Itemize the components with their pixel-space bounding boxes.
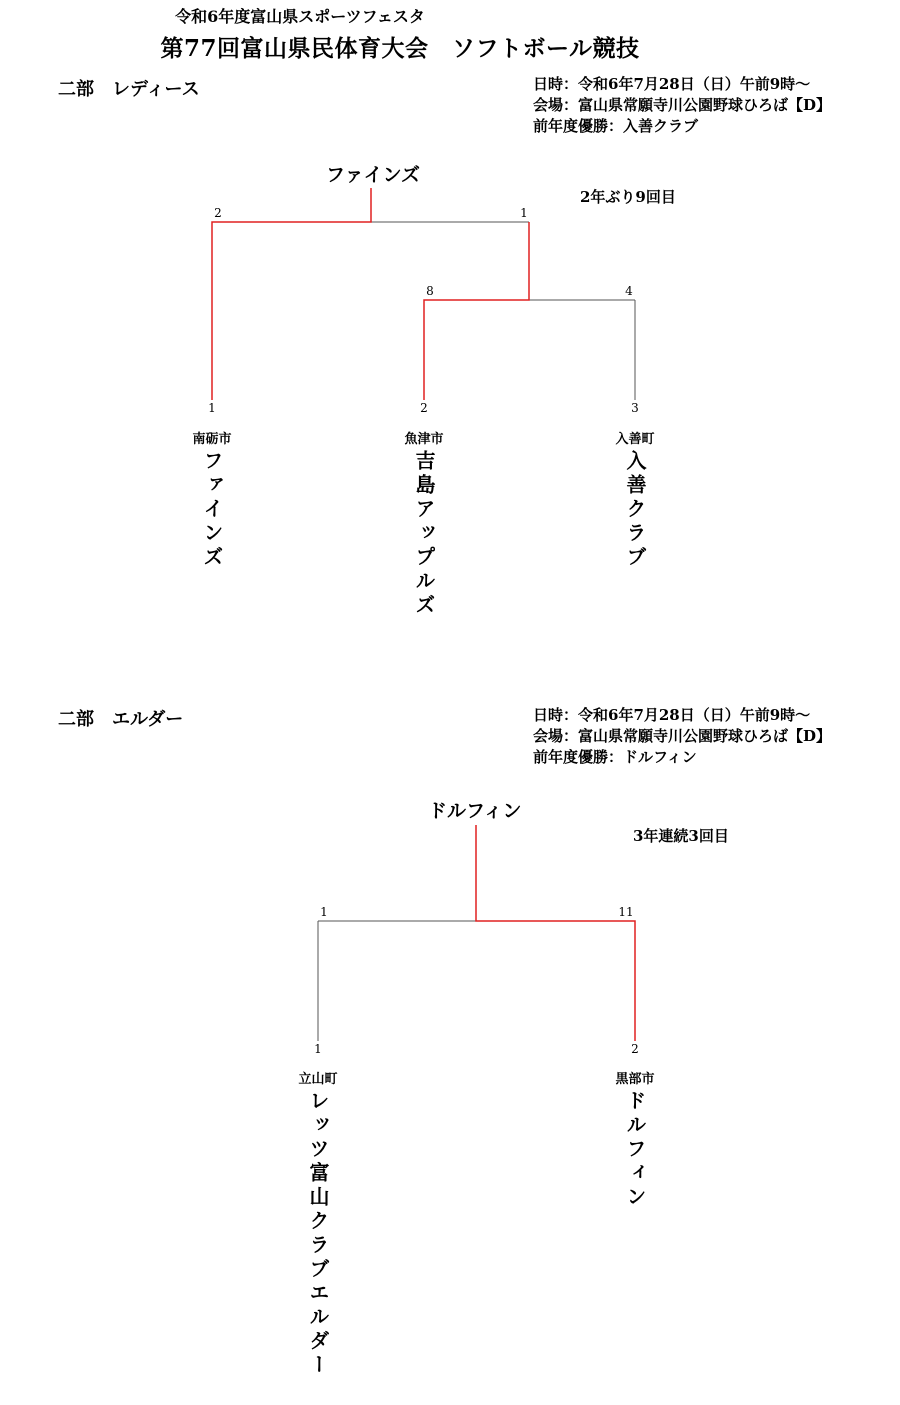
s1-score-semi-left: 8 bbox=[426, 284, 434, 298]
s2-division-title: 二部 エルダー bbox=[58, 709, 184, 730]
s2-team1-city: 立山町 bbox=[298, 1072, 338, 1087]
s2-score-final-left: 1 bbox=[320, 905, 328, 919]
s1-score-semi-right: 4 bbox=[625, 284, 633, 298]
s2-team2-seed: 2 bbox=[631, 1042, 639, 1056]
s1-team1-seed: 1 bbox=[208, 401, 216, 415]
s2-team2-name: ドルフィン bbox=[623, 1090, 647, 1210]
s1-score-final-left: 2 bbox=[214, 206, 222, 220]
s1-info bbox=[533, 74, 831, 137]
s2-score-final-right: 11 bbox=[618, 905, 634, 919]
s2-team1-name: レッツ富山クラブエルダー bbox=[306, 1090, 330, 1378]
s2-info bbox=[533, 705, 831, 768]
s2-venue: 会場：富山県常願寺川公園野球ひろば【D】 bbox=[533, 727, 832, 745]
s1-team2-seed: 2 bbox=[420, 401, 428, 415]
s2-champion: ドルフィン bbox=[428, 800, 522, 822]
s1-note: 2年ぶり9回目 bbox=[580, 188, 676, 206]
event-subtitle: 令和6年度富山県スポーツフェスタ bbox=[175, 7, 425, 26]
s2-team2-city: 黒部市 bbox=[615, 1072, 655, 1087]
s1-team1-name: ファインズ bbox=[200, 450, 224, 570]
s1-semi-winner-path bbox=[424, 222, 529, 400]
s2-champion-path bbox=[476, 825, 635, 1041]
s1-score-final-right: 1 bbox=[520, 206, 528, 220]
s2-prev-champion: 前年度優勝：ドルフィン bbox=[533, 748, 697, 766]
s1-division-title: 二部 レディース bbox=[58, 79, 200, 100]
s1-team1-city: 南砺市 bbox=[192, 432, 232, 447]
s1-venue: 会場：富山県常願寺川公園野球ひろば【D】 bbox=[533, 96, 832, 114]
s1-champion-path bbox=[212, 188, 371, 400]
event-title: 第77回富山県民体育大会 ソフトボール競技 bbox=[160, 35, 640, 62]
s1-team3-name: 入善クラブ bbox=[623, 450, 647, 570]
s1-team2-city: 魚津市 bbox=[404, 432, 444, 447]
s2-date: 日時：令和6年7月28日（日）午前9時～ bbox=[533, 706, 811, 724]
s1-team3-seed: 3 bbox=[631, 401, 639, 415]
s1-team3-city: 入善町 bbox=[615, 432, 655, 447]
s2-note: 3年連続3回目 bbox=[633, 827, 729, 845]
s1-team2-name: 吉島アップルズ bbox=[412, 450, 436, 618]
s2-team1-seed: 1 bbox=[314, 1042, 322, 1056]
s1-prev-champion: 前年度優勝：入善クラブ bbox=[533, 117, 699, 135]
s1-date: 日時：令和6年7月28日（日）午前9時～ bbox=[533, 75, 811, 93]
s1-champion: ファインズ bbox=[326, 164, 421, 186]
